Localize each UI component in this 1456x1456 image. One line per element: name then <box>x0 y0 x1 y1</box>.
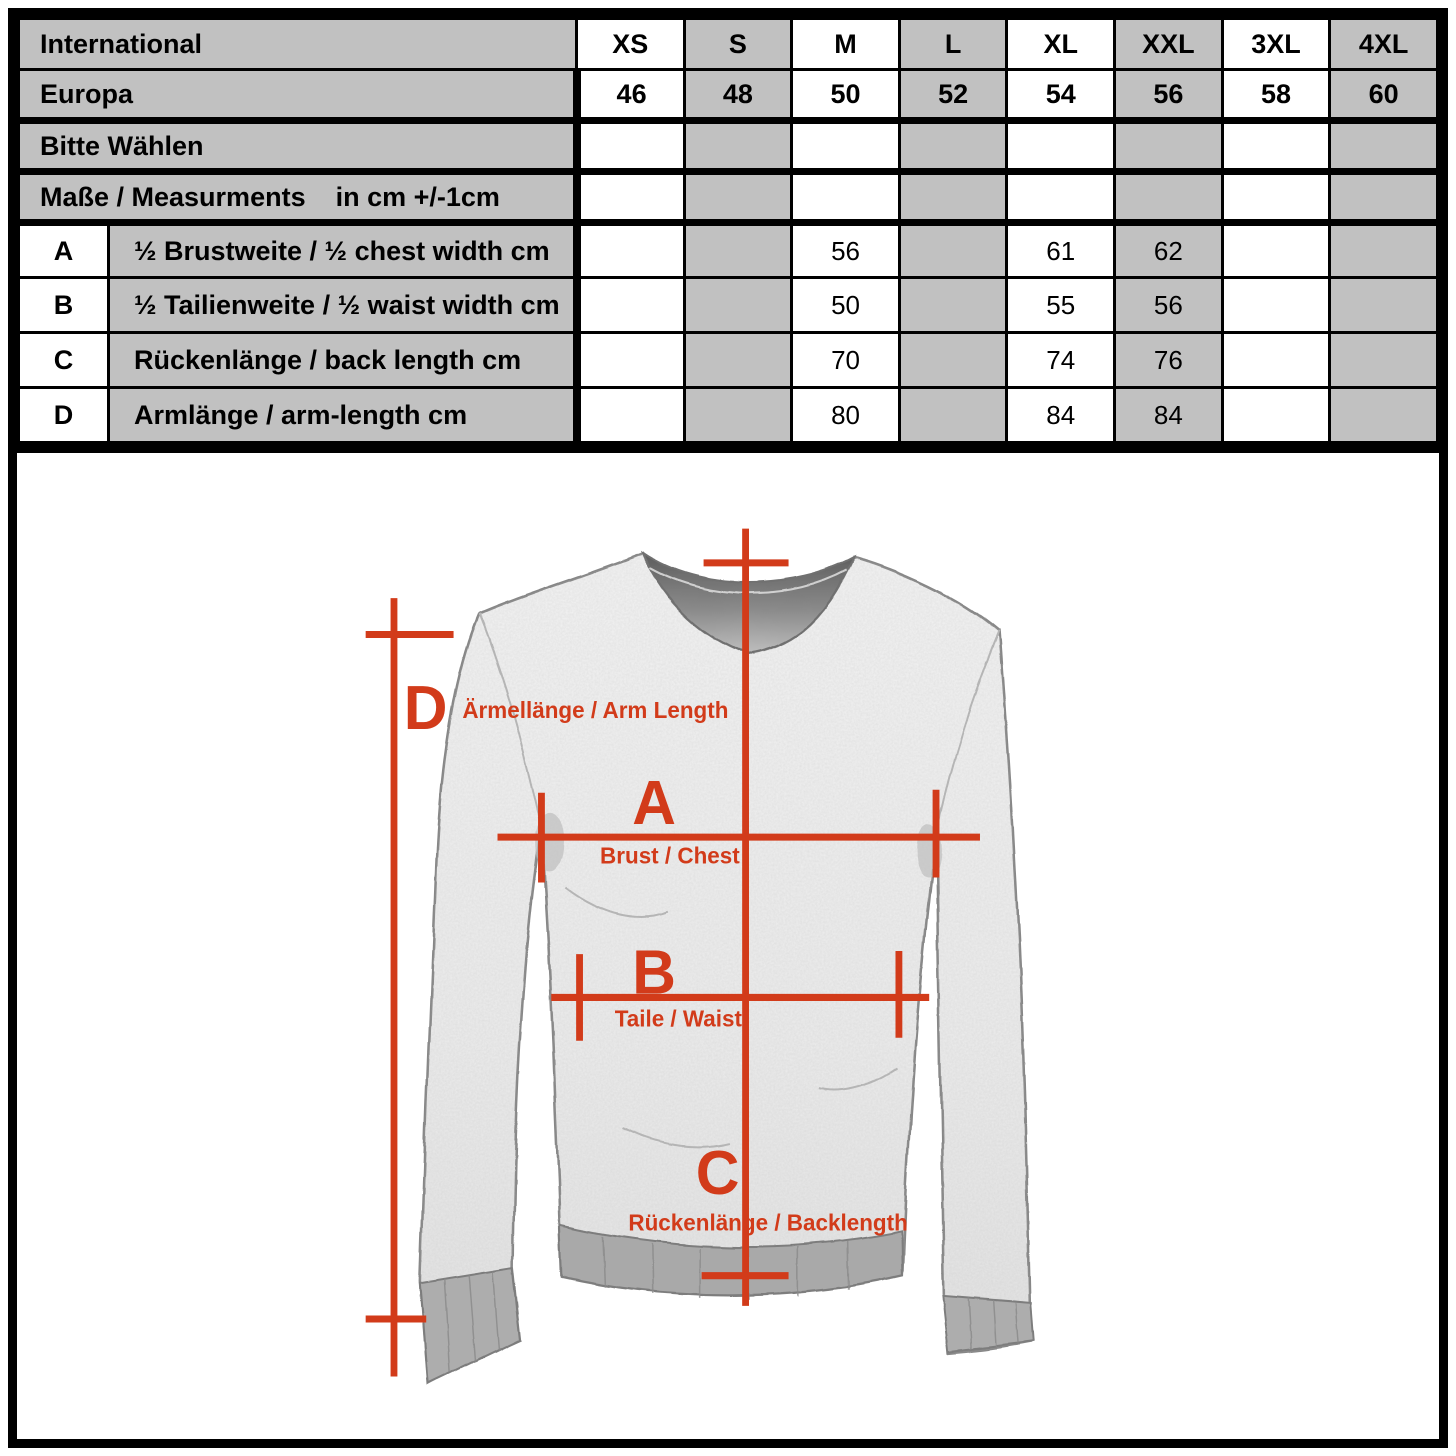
measure-value-cell <box>899 388 1007 443</box>
empty-cell <box>1330 172 1438 223</box>
measure-value-cell <box>1222 388 1330 443</box>
measure-label-cell: ½ Brustweite / ½ chest width cm <box>109 223 577 278</box>
empty-cell <box>1222 121 1330 172</box>
measure-value-cell <box>577 388 685 443</box>
measure-value-cell: 84 <box>1007 388 1115 443</box>
measure-value-cell <box>684 388 792 443</box>
table-row-waist <box>19 278 1438 333</box>
table-row-back-length <box>19 333 1438 388</box>
row-label: Maße / Measurments in cm +/-1cm <box>19 172 577 223</box>
table-row-international <box>19 19 1438 70</box>
size-value-cell: 52 <box>899 70 1007 121</box>
empty-cell <box>684 121 792 172</box>
measure-value-cell <box>1330 278 1438 333</box>
size-header-cell: M <box>792 19 900 70</box>
row-label: International <box>19 19 577 70</box>
measure-value-cell: 70 <box>792 333 900 388</box>
size-header-cell: L <box>899 19 1007 70</box>
empty-cell <box>1115 172 1223 223</box>
empty-cell <box>1330 121 1438 172</box>
measure-value-cell: 84 <box>1115 388 1223 443</box>
empty-cell <box>577 172 685 223</box>
label-c-text: Rückenlänge / Backlength <box>628 1208 908 1236</box>
measure-value-cell <box>899 223 1007 278</box>
size-header-cell: S <box>684 19 792 70</box>
size-header-cell: 4XL <box>1330 19 1438 70</box>
measure-value-cell <box>684 223 792 278</box>
label-a-text: Brust / Chest <box>600 841 740 869</box>
label-b-text: Taile / Waist <box>614 1005 742 1032</box>
size-value-cell: 50 <box>792 70 900 121</box>
row-label: Bitte Wählen <box>19 121 577 172</box>
measure-value-cell <box>1222 333 1330 388</box>
empty-cell <box>1007 121 1115 172</box>
empty-cell <box>792 121 900 172</box>
size-header-cell: XS <box>577 19 685 70</box>
measure-value-cell: 56 <box>792 223 900 278</box>
measure-value-cell <box>899 278 1007 333</box>
measure-value-cell <box>577 278 685 333</box>
measure-value-cell: 55 <box>1007 278 1115 333</box>
size-value-cell: 54 <box>1007 70 1115 121</box>
measure-value-cell <box>899 333 1007 388</box>
table-row-europa <box>19 70 1438 121</box>
size-chart-sheet <box>8 8 1448 1448</box>
measure-value-cell <box>684 278 792 333</box>
measure-value-cell <box>1330 223 1438 278</box>
empty-cell <box>899 172 1007 223</box>
shirt-sketch-svg <box>17 453 1439 1439</box>
size-value-cell: 46 <box>577 70 685 121</box>
label-b-letter: B <box>632 937 677 1008</box>
empty-cell <box>899 121 1007 172</box>
measure-letter-cell: A <box>19 223 109 278</box>
size-value-cell: 56 <box>1115 70 1223 121</box>
measure-value-cell: 50 <box>792 278 900 333</box>
measure-value-cell: 56 <box>1115 278 1223 333</box>
measure-value-cell <box>577 333 685 388</box>
empty-cell <box>1007 172 1115 223</box>
table-row-masse <box>19 172 1438 223</box>
measure-value-cell <box>577 223 685 278</box>
shirt-sketch <box>420 553 1033 1384</box>
size-value-cell: 58 <box>1222 70 1330 121</box>
label-d-text: Ärmellänge / Arm Length <box>462 696 729 724</box>
measure-value-cell: 74 <box>1007 333 1115 388</box>
measure-value-cell <box>1330 388 1438 443</box>
size-header-cell: XL <box>1007 19 1115 70</box>
measure-value-cell <box>1222 223 1330 278</box>
size-header-cell: XXL <box>1115 19 1223 70</box>
label-a-letter: A <box>632 768 677 839</box>
measure-label-cell: Armlänge / arm-length cm <box>109 388 577 443</box>
measure-value-cell <box>1222 278 1330 333</box>
measure-label-cell: Rückenlänge / back length cm <box>109 333 577 388</box>
measure-value-cell: 80 <box>792 388 900 443</box>
label-c-letter: C <box>695 1138 740 1209</box>
measure-value-cell <box>1330 333 1438 388</box>
empty-cell <box>1222 172 1330 223</box>
measure-letter-cell: C <box>19 333 109 388</box>
empty-cell <box>684 172 792 223</box>
size-header-cell: 3XL <box>1222 19 1330 70</box>
empty-cell <box>577 121 685 172</box>
size-value-cell: 48 <box>684 70 792 121</box>
measure-value-cell: 61 <box>1007 223 1115 278</box>
measurement-diagram <box>17 444 1439 1439</box>
row-label: Europa <box>19 70 577 121</box>
empty-cell <box>1115 121 1223 172</box>
table-row-chest <box>19 223 1438 278</box>
measure-label-cell: ½ Tailienweite / ½ waist width cm <box>109 278 577 333</box>
empty-cell <box>792 172 900 223</box>
measure-value-cell: 62 <box>1115 223 1223 278</box>
size-value-cell: 60 <box>1330 70 1438 121</box>
table-row-arm-length <box>19 388 1438 443</box>
measure-value-cell: 76 <box>1115 333 1223 388</box>
table-row-bitte-waehlen <box>19 121 1438 172</box>
measure-value-cell <box>684 333 792 388</box>
right-cuff <box>943 1296 1034 1351</box>
measure-letter-cell: B <box>19 278 109 333</box>
size-table <box>17 17 1439 444</box>
label-d-letter: D <box>403 673 448 744</box>
measure-letter-cell: D <box>19 388 109 443</box>
